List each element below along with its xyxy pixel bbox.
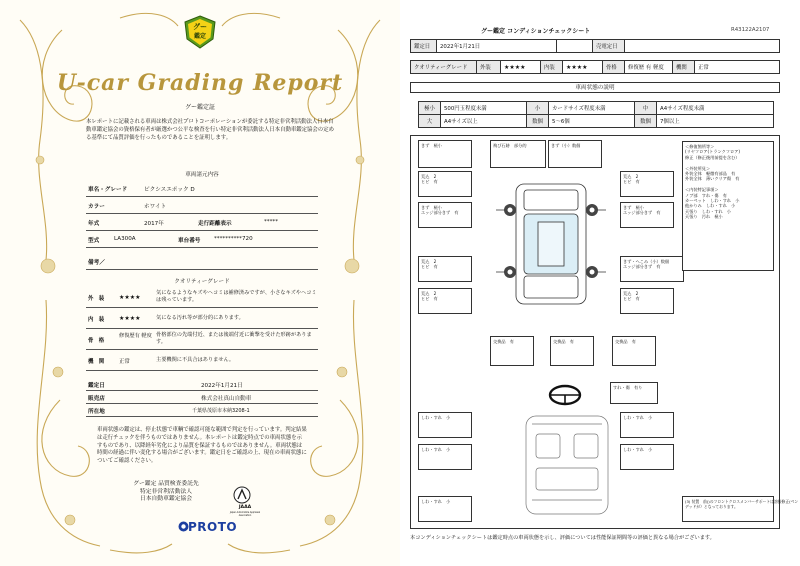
date-label: 鑑定日 [411, 40, 437, 53]
callout-right-3: きず 極小 エッジ部分きず 有 [620, 202, 674, 228]
legend-value: 7個以上 [657, 115, 774, 128]
repair-notes: ＜修復箇所等＞ (リヤフロア(トランクフロア) 修正（修正後用前提を含む） ＜外装所見＞ 外装全体 軽微有部品 有 外装全体 薄いクリア傷 有 ＜内装特記事項＞ ノブ部 すれ・傷 有 カーペット しわ・すれ 小 他かりみ しわ・すれ 小 天張り しわ・すれ 小 天張り 汚れ 極小 [685, 144, 740, 220]
jaaa-subtext: Japan Automobile Appraisal Association [229, 511, 261, 517]
certificate-title: U-car Grading Report [56, 70, 344, 96]
callout-front-left: きず 極小 [418, 140, 472, 168]
field-row-name [86, 180, 318, 197]
legend-key: 数個 [635, 115, 657, 128]
field-row-color [86, 197, 318, 214]
callout-steering: すれ・傷 有り [610, 382, 658, 404]
jaaa-text: JAAA [238, 505, 252, 510]
repair-notes-box [682, 141, 774, 271]
size-legend-table [418, 101, 774, 128]
legend-key: 極小 [419, 102, 441, 115]
callout-interior-4: しわ・すれ 小 [620, 412, 674, 438]
vehicle-section-heading: 車両諸元内容 [185, 172, 219, 178]
date-value: 2022年1月21日 [437, 40, 557, 53]
quality-section-heading: クオリティーグレード [174, 279, 230, 285]
sales-date-value [625, 40, 780, 53]
quality-row-interior [86, 308, 318, 329]
quality-label: 内 装 [88, 317, 105, 323]
quality-description: 骨格部位の先端付近、または後端付近に衝撃を受けた形跡があります。 [156, 332, 312, 345]
grade-heading: クオリティーグレード [411, 61, 477, 74]
field-value: ホワイト [144, 204, 167, 210]
quality-label: 外 装 [88, 296, 105, 302]
field-value: LA300A [114, 236, 136, 242]
quality-label: 機 関 [88, 359, 105, 365]
svg-text:鑑定: 鑑定 [193, 33, 207, 40]
callout-left-5: 荒込 2 ヒビ 有 [418, 288, 472, 314]
quality-row-frame [86, 329, 318, 350]
callout-right-2: 荒込 2 ヒビ 有 [620, 171, 674, 197]
quality-rating: 正常 [119, 359, 130, 365]
field-label: 型式 [88, 238, 100, 244]
callout-left-3: きず 極小 エッジ部分きず 有 [418, 202, 472, 228]
certificate-subtitle: グー鑑定証 [184, 104, 215, 111]
info-value: 2022年1月21日 [201, 383, 243, 389]
quality-description: 気になる汚れ等が部分的にあります。 [156, 315, 244, 321]
grade-frame-label: 骨格 [603, 61, 625, 74]
car-top-view-diagram [486, 176, 616, 316]
callout-bottom-1: 交換品 有 [490, 336, 534, 366]
grade-table [410, 60, 780, 74]
quality-label: 骨 格 [88, 338, 105, 344]
callout-left-2: 荒込 2 ヒビ 有 [418, 171, 472, 197]
quality-row-exterior [86, 287, 318, 308]
certificate-intro: 本レポートに記載される車両は株式会社プロトコーポレーションが委託する特定非営利活動法人日本自動車鑑定協会の資格保有者が厳選かつ公平な検査を行い特定非営利活動法人日本自動車鑑定協会の定める基準にて品質評価を行ったものであることを証明します。 [86, 119, 334, 141]
quality-rating: 修復歴有 軽度 [119, 333, 152, 339]
info-value: 千葉県茂原市本納3208-1 [192, 408, 250, 414]
legend-value: 5～6個 [549, 115, 635, 128]
field-value: ピクシスエポック D [144, 187, 195, 193]
certificate-note: 車両状態の鑑定は、停止状態で車輌で確認可能な範囲で判定を行っています。判定結果は走行チェックを伴うものではありません。本レポートは鑑定時点での車両状態を示すものであり、以降経年劣化により品質を保証するものではありません。車両状態は時間の経過に伴い変化する場合がございます。鑑定日をご確認の上、現在の車両状態についてご確認ください。 [97, 427, 307, 465]
remark-text: (3) 装置 前))のフロントクロスメンバーサポートは溶接修正(ペン デッドが）となっております。 [685, 499, 799, 510]
issuer-signature [118, 481, 214, 504]
field-label: カラー [88, 204, 105, 210]
quality-description: 気になるようなキズやヘコミは補修済みですが、小さなキズやヘコミは残っています。 [156, 290, 317, 303]
grade-exterior-label: 外装 [477, 61, 501, 74]
sheet-id: R43122A2107 [731, 27, 770, 33]
field-value-2: ***** [264, 219, 278, 225]
date-table [410, 39, 780, 53]
goo-kantei-badge-icon [183, 15, 217, 49]
quality-row-engine [86, 350, 318, 371]
issuer-line: 日本自動車鑑定協会 [139, 496, 193, 503]
sales-date-label: 売電定日 [593, 40, 625, 53]
remark-box [682, 496, 799, 522]
legend-key: 大 [419, 115, 441, 128]
legend-key: 小 [527, 102, 549, 115]
field-row-remarks [86, 248, 318, 270]
svg-text:グー: グー [193, 23, 207, 31]
info-row-dealer [86, 391, 318, 404]
callout-interior-5: しわ・すれ 小 [620, 444, 674, 470]
field-value-2: **********720 [214, 236, 253, 242]
quality-stars: ★★★★ [119, 294, 141, 301]
field-row-year [86, 214, 318, 231]
jaaa-logo-icon [232, 486, 252, 504]
grade-frame-value: 修復歴 有 軽度 [625, 61, 673, 74]
sheet-footer: 本コンディションチェックシートは鑑定時点の車両状態を示し、評価については性能保証期間等の評価と異なる場合がございます。 [410, 535, 715, 541]
callout-front-right: きず（小）数個 [548, 140, 602, 168]
legend-value: カードサイズ程度未満 [549, 102, 635, 115]
quality-description: 主要機関に不具合はありません。 [156, 357, 235, 363]
info-row-date [86, 378, 318, 391]
field-label-2: 走行距離表示 [198, 221, 232, 227]
steering-wheel-icon [548, 383, 582, 407]
grade-interior-label: 内装 [541, 61, 563, 74]
spacer-cell [557, 40, 593, 53]
callout-bottom-2: 交換品 有 [550, 336, 594, 366]
info-value: 株式会社真山自動車 [201, 396, 252, 402]
field-label: 備考／ [88, 260, 105, 266]
info-label: 鑑定日 [88, 383, 105, 389]
car-interior-diagram [512, 410, 622, 520]
proto-logo-text: PROTO [188, 520, 238, 534]
grade-exterior-value: ★★★★ [501, 61, 541, 74]
legend-value: A4サイズ程度未満 [657, 102, 774, 115]
issuer-line: グー鑑定 品質検査委託先 [133, 481, 199, 487]
legend-value: 500円玉程度未満 [441, 102, 527, 115]
callout-interior-2: しわ・すれ 小 [418, 444, 472, 470]
callout-right-4: きず・へこみ（小）数個 エッジ部分きず 有 [620, 256, 684, 282]
callout-bottom-3: 交換品 有 [612, 336, 656, 366]
legend-key: 数個 [527, 115, 549, 128]
info-row-address [86, 404, 318, 417]
field-row-model [86, 231, 318, 248]
sheet-title: グー鑑定 コンディションチェックシート [481, 28, 591, 35]
field-label: 年式 [88, 221, 100, 227]
info-label: 販売店 [88, 396, 105, 402]
field-label-2: 車台番号 [178, 238, 201, 244]
issuer-line: 特定非営利活動法人 [139, 488, 193, 495]
quality-stars: ★★★★ [119, 315, 141, 322]
callout-interior-1: しわ・すれ 小 [418, 412, 472, 438]
legend-value: A4サイズ以上 [441, 115, 527, 128]
grade-engine-value: 正常 [695, 61, 780, 74]
info-label: 所在地 [88, 409, 105, 415]
legend-key: 中 [635, 102, 657, 115]
callout-front-top: 飛び石跡 部分的 [490, 140, 546, 168]
grade-engine-label: 機関 [673, 61, 695, 74]
grade-interior-value: ★★★★ [563, 61, 603, 74]
field-value: 2017年 [144, 221, 164, 227]
field-label: 車名・グレード [88, 187, 128, 193]
callout-right-5: 荒込 2 ヒビ 有 [620, 288, 674, 314]
condition-section-title: 車両状態の説明 [410, 82, 780, 93]
callout-interior-3: しわ・すれ 小 [418, 496, 472, 522]
callout-left-4: 荒込 2 ヒビ 有 [418, 256, 472, 282]
